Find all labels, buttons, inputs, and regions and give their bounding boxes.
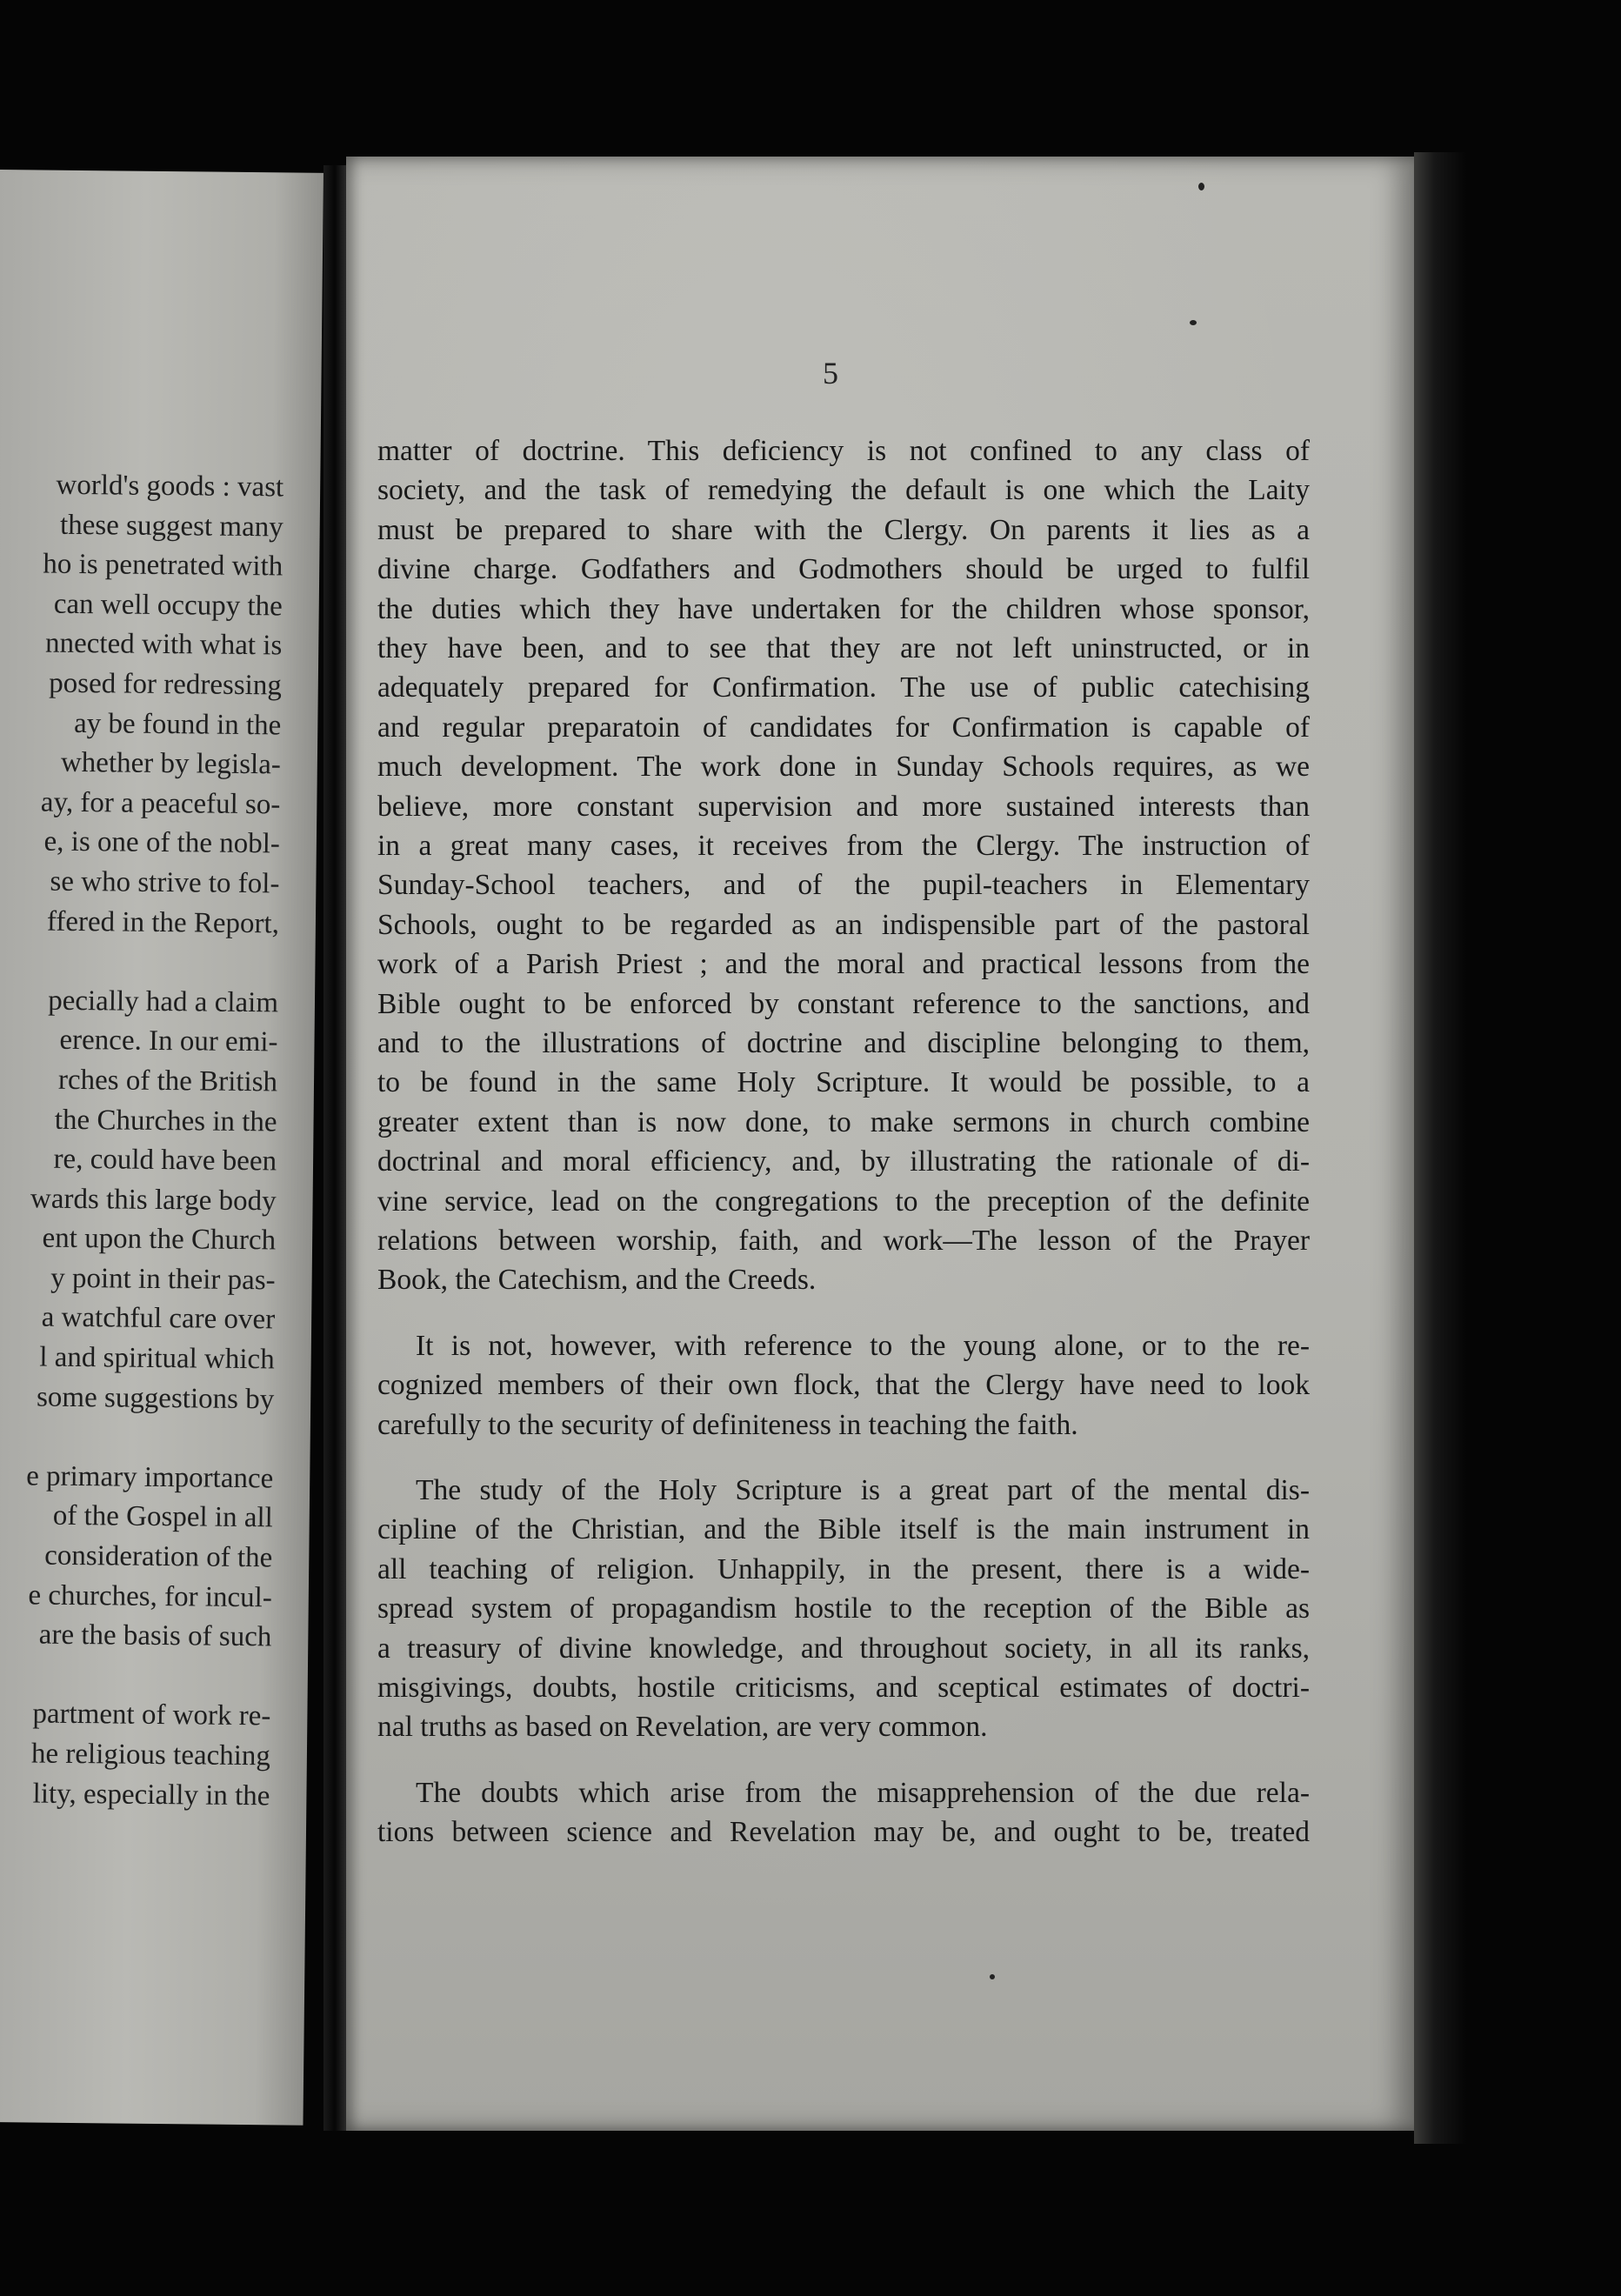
page-number: 5 [823, 356, 838, 390]
text-line: carefully to the security of definiteness in teaching the faith. [377, 1408, 1078, 1441]
text-line: doctrinal and moral efficiency, and, by illustrating the rationale of di- [377, 1145, 1310, 1178]
text-line: It is not, however, with reference to the young alone, or to the re- [416, 1329, 1310, 1362]
text-line: all teaching of religion. Unhappily, in the present, there is a wide- [377, 1552, 1310, 1585]
left-line: ent upon the Church [42, 1222, 277, 1257]
left-line: se who strive to fol- [50, 865, 280, 900]
left-line: of the Gospel in all [52, 1500, 273, 1534]
left-line: world's goods : vast [56, 469, 284, 504]
text-line: misgivings, doubts, hostile criticisms, and sceptical estimates of doctri- [377, 1672, 1310, 1704]
ink-speck [1198, 183, 1204, 190]
text-line: in a great many cases, it receives from the Clergy. The instruction of [377, 830, 1310, 862]
text-line: must be prepared to share with the Clergy. On parents it lies as a [377, 513, 1310, 546]
left-line: ho is penetrated with [43, 548, 284, 583]
left-line: are the basis of such [38, 1619, 272, 1653]
left-line-blank [0, 1654, 271, 1697]
left-line-blank [0, 941, 279, 984]
text-line: work of a Parish Priest ; and the moral and practical lessons from the [377, 948, 1310, 981]
left-line: pecially had a claim [48, 984, 279, 1019]
left-line: these suggest many [59, 509, 284, 544]
ink-speck [1190, 320, 1197, 325]
left-line: partment of work re- [32, 1698, 271, 1732]
text-line: nal truths as based on Revelation, are very common. [377, 1711, 988, 1744]
left-line: e churches, for incul- [28, 1579, 273, 1613]
left-line: a watchful care over [41, 1302, 276, 1336]
text-line: and regular preparatoin of candidates for Confirmation is capable of [377, 711, 1310, 744]
left-line: y point in their pas- [50, 1262, 276, 1297]
text-line: the duties which they have undertaken for the children whose sponsor, [377, 592, 1310, 625]
left-line: nnected with what is [44, 627, 283, 662]
text-line: tions between science and Revelation may be, and ought to be, treated [377, 1816, 1310, 1849]
left-line: ay be found in the [73, 707, 282, 741]
text-line: divine charge. Godfathers and Godmothers should be urged to fulfil [377, 553, 1310, 586]
text-line: believe, more constant supervision and more sustained interests than [377, 790, 1310, 823]
text-line: spread system of propagandism hostile to the reception of the Bible as [377, 1592, 1310, 1625]
text-line: they have been, and to see that they are not left uninstructed, or in [377, 632, 1310, 664]
text-line: Bible ought to be enforced by constant reference to the sanctions, and [377, 987, 1310, 1020]
text-line: Sunday-School teachers, and of the pupil-teachers in Elementary [377, 869, 1310, 902]
left-line: consideration of the [44, 1539, 273, 1574]
left-line: can well occupy the [53, 588, 283, 623]
left-line: rches of the British [57, 1064, 278, 1098]
left-line: e primary importance [26, 1460, 274, 1495]
text-line: The doubts which arise from the misapprehension of the due rela- [416, 1776, 1310, 1809]
left-line: whether by legisla- [60, 746, 282, 781]
left-line: ay, for a peaceful so- [40, 786, 281, 821]
text-line: greater extent than is now done, to make sermons in church combine [377, 1105, 1310, 1138]
text-line: and to the illustrations of doctrine and discipline belonging to them, [377, 1027, 1310, 1059]
left-line: he religious teaching [30, 1738, 271, 1772]
text-line: relations between worship, faith, and work—The lesson of the Prayer [377, 1225, 1310, 1257]
page-edge-shadow [1414, 152, 1466, 2144]
left-line: some suggestions by [36, 1381, 275, 1416]
left-line: erence. In our emi- [59, 1025, 278, 1058]
text-line: much development. The work done in Sunday Schools requires, as we [377, 751, 1310, 784]
book-gutter [324, 165, 346, 2131]
left-line: the Churches in the [54, 1104, 277, 1138]
text-line: Book, the Catechism, and the Creeds. [377, 1264, 817, 1297]
right-page [346, 157, 1414, 2131]
left-line: ffered in the Report, [46, 905, 280, 939]
left-line-blank [0, 1417, 274, 1459]
text-line: matter of doctrine. This deficiency is not confined to any class of [377, 435, 1310, 467]
left-line: wards this large body [30, 1183, 277, 1218]
text-line: adequately prepared for Confirmation. The use of public catechising [377, 671, 1310, 704]
left-line: posed for redressing [49, 667, 282, 702]
left-line: e, is one of the nobl- [43, 825, 281, 860]
left-page-text [0, 465, 284, 1817]
left-line: re, could have been [53, 1143, 277, 1178]
text-line: cognized members of their own flock, that the Clergy have need to look [377, 1369, 1310, 1402]
left-page [0, 170, 324, 2126]
left-line: lity, especially in the [32, 1778, 270, 1812]
ink-speck [990, 1974, 995, 1979]
text-line: to be found in the same Holy Scripture. It would be possible, to a [377, 1066, 1310, 1099]
text-line: cipline of the Christian, and the Bible itself is the main instrument in [377, 1513, 1310, 1546]
text-line: vine service, lead on the congregations to the preception of the definite [377, 1185, 1310, 1218]
text-line: The study of the Holy Scripture is a great part of the mental dis- [416, 1474, 1310, 1506]
left-line: l and spiritual which [39, 1341, 275, 1376]
text-line: a treasury of divine knowledge, and throughout society, in all its ranks, [377, 1632, 1310, 1665]
text-line: society, and the task of remedying the default is one which the Laity [377, 474, 1310, 507]
text-line: Schools, ought to be regarded as an indispensible part of the pastoral [377, 908, 1310, 941]
